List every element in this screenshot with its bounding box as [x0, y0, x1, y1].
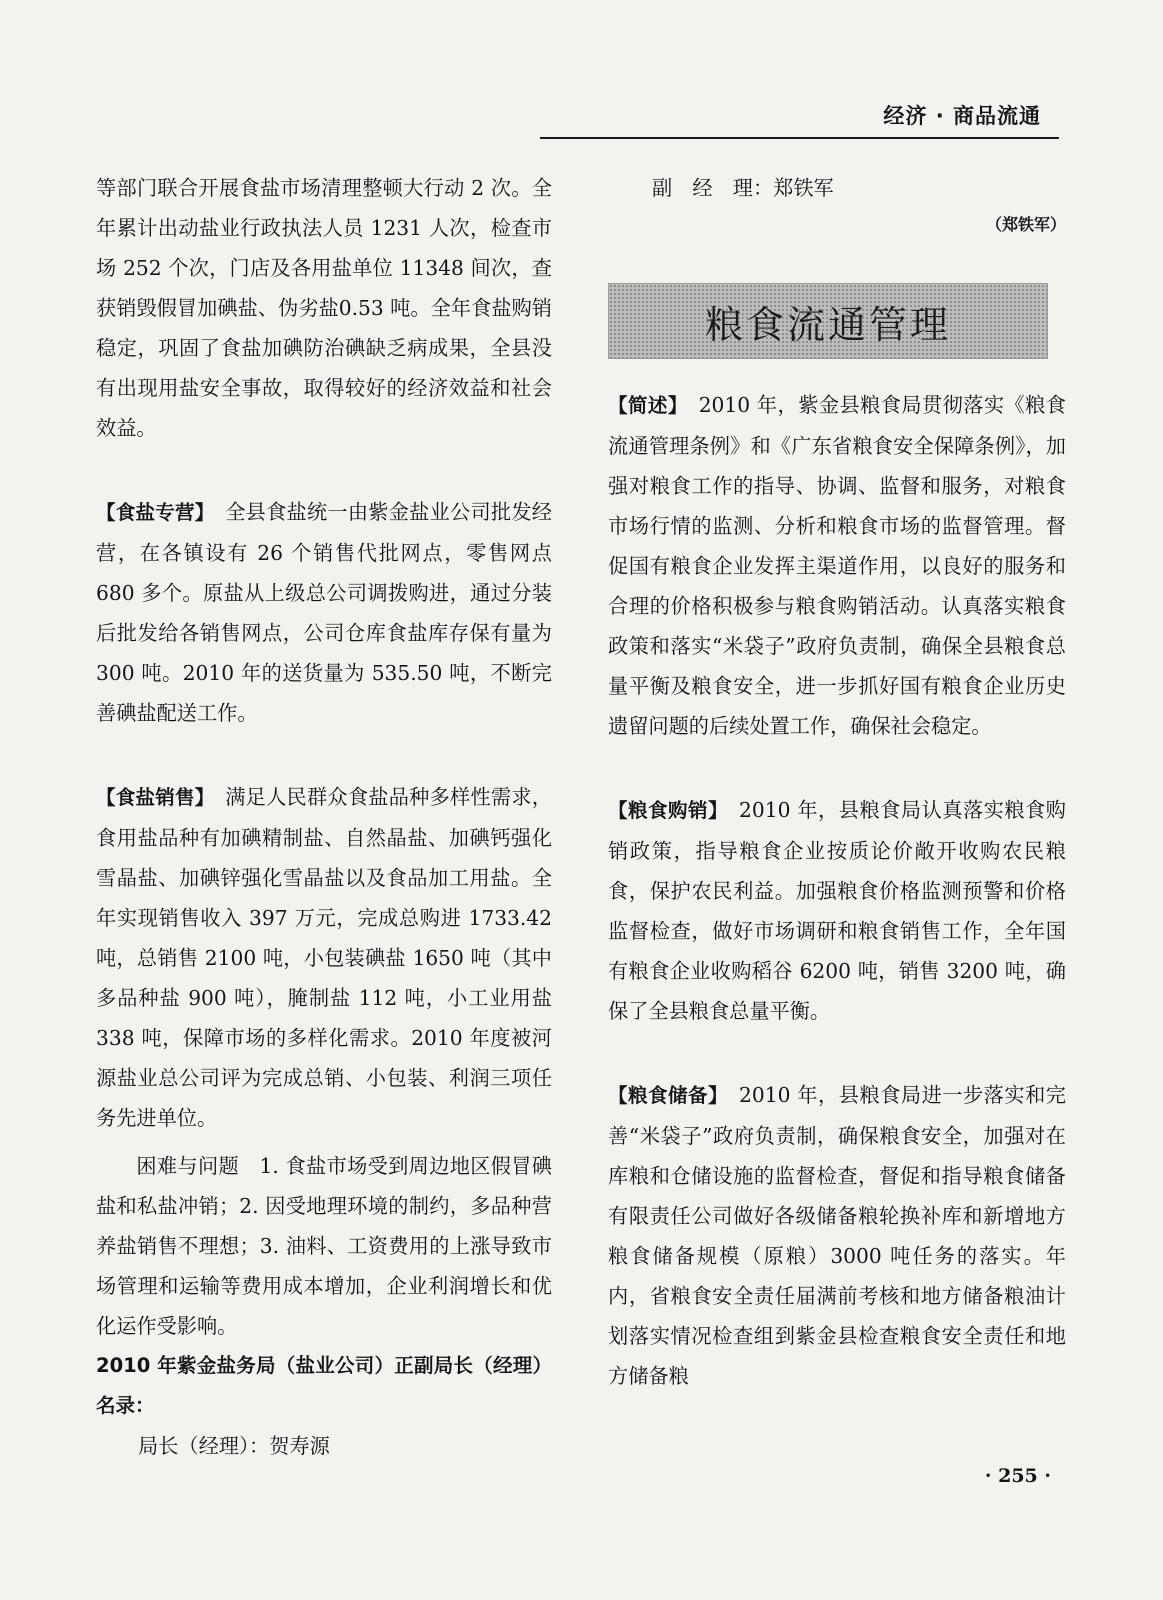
- salt-sales-section: [96, 777, 552, 1138]
- header-rule: [540, 137, 1059, 139]
- salt-monopoly-text: 全县食盐统一由紫金盐业公司批发经营，在各镇设有 26 个销售代批网点，零售网点 680 多个。原盐从上级总公司调拨购进，通过分装后批发给各销售网点，公司仓库食盐库存保有量为 300 吨。2010 年的送货量为 535.50 吨，不断完善碘盐配送工作。: [96, 500, 552, 725]
- left-paragraph-1: 等部门联合开展食盐市场清理整顿大行动 2 次。全年累计出动盐业行政执法人员 1231 人次，检查市场 252 个次，门店及各用盐单位 11348 间次，查获销毁假冒加碘盐、伪劣盐0.53 吨。全年食盐购销稳定，巩固了食盐加碘防治碘缺乏病成果，全县没有出现用盐安全事故，取得较好的经济效益和社会效益。: [96, 176, 552, 440]
- overview-section: [608, 385, 1066, 746]
- grain-reserve-section: [608, 1075, 1066, 1396]
- grain-reserve-text: 2010 年，县粮食局进一步落实和完善“米袋子”政府负责制，确保粮食安全，加强对在库粮和仓储设施的监督检查，督促和指导粮食储备有限责任公司做好各级储备粮轮换补库和新增地方粮食储备规模（原粮）3000 吨任务的落实。年内，省粮食安全责任届满前考核和地方储备粮油计划落实情况检查组到紫金县检查粮食安全责任和地方储备粮: [608, 1083, 1066, 1388]
- section-header: 经济 · 商品流通: [883, 104, 1041, 128]
- salt-sales-text: 满足人民群众食盐品种多样性需求，食用盐品种有加碘精制盐、自然晶盐、加碘钙强化雪晶盐、加碘锌强化雪晶盐以及食品加工用盐。全年实现销售收入 397 万元，完成总购进 1733.42 吨，总销售 2100 吨，小包装碘盐 1650 吨（其中多品种盐 900 吨），腌制盐 112 吨，小工业用盐 338 吨，保障市场的多样化需求。2010 年度被河源盐业总公司评为完成总销、小包装、利润三项任务先进单位。: [96, 785, 552, 1130]
- overview-tag: 【简述】: [608, 394, 679, 417]
- grain-reserve-tag: 【粮食储备】: [608, 1084, 719, 1107]
- right-column: [608, 168, 1066, 1396]
- grain-trade-section: [608, 790, 1066, 1031]
- grain-section-banner: [608, 283, 1048, 359]
- salt-sales-tag: 【食盐销售】: [96, 786, 205, 809]
- author-credit: （郑铁军）: [985, 215, 1066, 234]
- overview-text: 2010 年，紫金县粮食局贯彻落实《粮食流通管理条例》和《广东省粮食安全保障条例》，加强对粮食工作的指导、协调、监督和服务，对粮食市场行情的监测、分析和粮食市场的监督管理。督促国有粮食企业发挥主渠道作用，以良好的服务和合理的价格积极参与粮食购销活动。认真落实粮食政策和落实“米袋子”政府负责制，确保全县粮食总量平衡及粮食安全，进一步抓好国有粮食企业历史遗留问题的后续处置工作，确保社会稳定。: [608, 393, 1066, 738]
- grain-trade-text: 2010 年，县粮食局认真落实粮食购销政策，指导粮食企业按质论价敞开收购农民粮食，保护农民利益。加强粮食价格监测预警和价格监督检查，做好市场调研和粮食销售工作，全年国有粮食企业收购稻谷 6200 吨，销售 3200 吨，确保了全县粮食总量平衡。: [608, 798, 1066, 1023]
- salt-monopoly-tag: 【食盐专营】: [96, 501, 205, 524]
- director-line: 局长（经理）：贺寿源: [138, 1434, 330, 1458]
- salt-monopoly-section: [96, 492, 552, 733]
- roster-title: 2010 年紫金盐务局（盐业公司）正副局长（经理）名录：: [96, 1354, 552, 1417]
- left-column: [96, 168, 552, 1466]
- page-number: · 255 ·: [984, 1465, 1051, 1487]
- deputy-line: 副 经 理：郑铁军: [652, 176, 834, 200]
- problems-paragraph: 困难与问题 1. 食盐市场受到周边地区假冒碘盐和私盐冲销；2. 因受地理环境的制约，多品种营养盐销售不理想；3. 油料、工资费用的上涨导致市场管理和运输等费用成本增加，企业利润增长和优化运作受影响。: [96, 1154, 552, 1338]
- banner-title: 粮食流通管理: [704, 302, 951, 347]
- grain-trade-tag: 【粮食购销】: [608, 799, 719, 822]
